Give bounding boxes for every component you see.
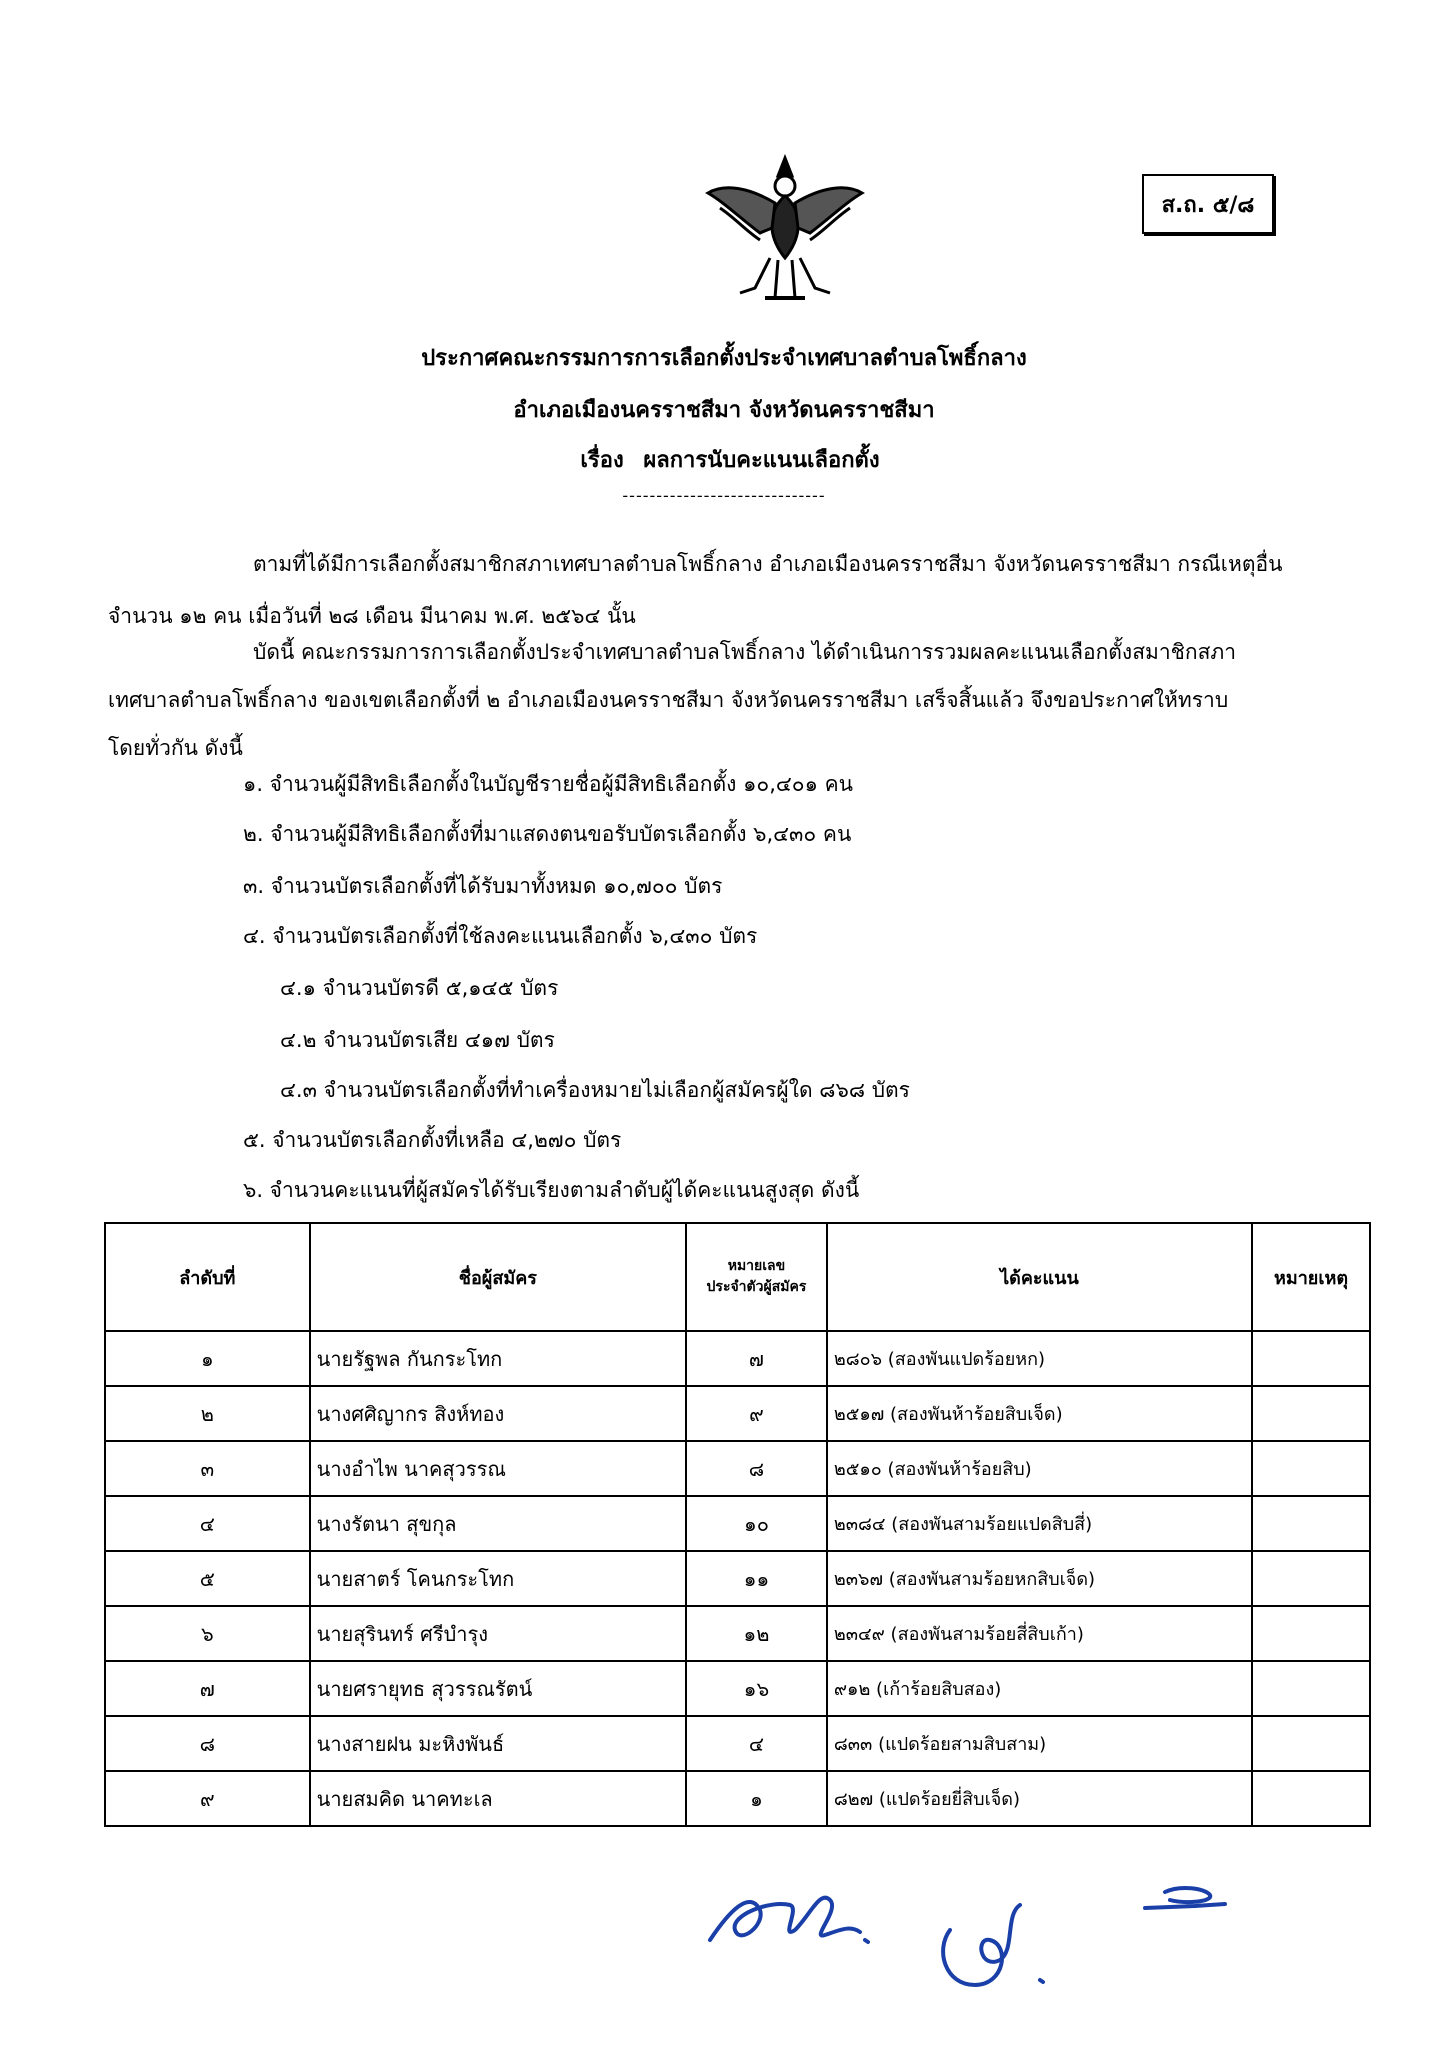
cell-number: ๗ bbox=[686, 1331, 827, 1386]
cell-number: ๑๒ bbox=[686, 1606, 827, 1661]
cell-rank: ๘ bbox=[105, 1716, 310, 1771]
cell-number: ๘ bbox=[686, 1441, 827, 1496]
cell-rank: ๑ bbox=[105, 1331, 310, 1386]
header-number-line1: หมายเลข bbox=[727, 1258, 786, 1274]
cell-score: ๘๒๗ (แปดร้อยยี่สิบเจ็ด) bbox=[827, 1771, 1252, 1826]
table-row bbox=[105, 1551, 1370, 1606]
signature-2 bbox=[930, 1890, 1070, 2000]
announcement-heading-line1: ประกาศคณะกรรมการการเลือกตั้งประจำเทศบาลตำบลโพธิ์กลาง bbox=[421, 346, 1027, 371]
cell-name: นางอำไพ นาคสุวรรณ bbox=[310, 1441, 686, 1496]
list-item: ๑. จำนวนผู้มีสิทธิเลือกตั้งในบัญชีรายชื่อผู้มีสิทธิเลือกตั้ง ๑๐,๔๐๑ คน bbox=[243, 772, 854, 796]
cell-number: ๑๖ bbox=[686, 1661, 827, 1716]
header-score: ได้คะแนน bbox=[827, 1223, 1252, 1331]
table-row bbox=[105, 1661, 1370, 1716]
list-item: ๔.๓ จำนวนบัตรเลือกตั้งที่ทำเครื่องหมายไม่เลือกผู้สมัครผู้ใด ๘๖๘ บัตร bbox=[280, 1078, 910, 1102]
list-item: ๓. จำนวนบัตรเลือกตั้งที่ได้รับมาทั้งหมด ๑๐,๗๐๐ บัตร bbox=[243, 874, 723, 898]
cell-name: นายศรายุทธ สุวรรณรัตน์ bbox=[310, 1661, 686, 1716]
cell-number: ๑๑ bbox=[686, 1551, 827, 1606]
list-item: ๒. จำนวนผู้มีสิทธิเลือกตั้งที่มาแสดงตนขอรับบัตรเลือกตั้ง ๖,๔๓๐ คน bbox=[243, 822, 852, 846]
signature-1 bbox=[700, 1870, 880, 1960]
header-name: ชื่อผู้สมัคร bbox=[310, 1223, 686, 1331]
cell-score: ๒๓๘๔ (สองพันสามร้อยแปดสิบสี่) bbox=[827, 1496, 1252, 1551]
subject-label: เรื่อง bbox=[580, 448, 624, 473]
cell-rank: ๙ bbox=[105, 1771, 310, 1826]
cell-rank: ๔ bbox=[105, 1496, 310, 1551]
table-row bbox=[105, 1496, 1370, 1551]
cell-score: ๒๘๐๖ (สองพันแปดร้อยหก) bbox=[827, 1331, 1252, 1386]
cell-remark bbox=[1252, 1771, 1370, 1826]
document-code-box: ส.ถ. ๕/๘ bbox=[1142, 174, 1274, 234]
cell-name: นางรัตนา สุขกุล bbox=[310, 1496, 686, 1551]
paragraph1-line2: จำนวน ๑๒ คน เมื่อวันที่ ๒๘ เดือน มีนาคม พ.ศ. ๒๕๖๔ นั้น bbox=[108, 604, 636, 628]
cell-remark bbox=[1252, 1661, 1370, 1716]
cell-number: ๑ bbox=[686, 1771, 827, 1826]
cell-score: ๙๑๒ (เก้าร้อยสิบสอง) bbox=[827, 1661, 1252, 1716]
list-item: ๔.๒ จำนวนบัตรเสีย ๔๑๗ บัตร bbox=[280, 1028, 555, 1052]
cell-name: นายสมคิด นาคทะเล bbox=[310, 1771, 686, 1826]
table-row bbox=[105, 1386, 1370, 1441]
list-item: ๔.๑ จำนวนบัตรดี ๕,๑๔๕ บัตร bbox=[280, 976, 559, 1000]
cell-remark bbox=[1252, 1441, 1370, 1496]
cell-rank: ๒ bbox=[105, 1386, 310, 1441]
cell-number: ๑๐ bbox=[686, 1496, 827, 1551]
paragraph2-line2: เทศบาลตำบลโพธิ์กลาง ของเขตเลือกตั้งที่ ๒ อำเภอเมืองนครราชสีมา จังหวัดนครราชสีมา เสร็จสิ้นแล้ว จึงขอประกาศให้ทราบ bbox=[108, 688, 1229, 712]
cell-remark bbox=[1252, 1331, 1370, 1386]
cell-rank: ๗ bbox=[105, 1661, 310, 1716]
cell-rank: ๕ bbox=[105, 1551, 310, 1606]
paragraph2-line1: บัดนี้ คณะกรรมการการเลือกตั้งประจำเทศบาลตำบลโพธิ์กลาง ได้ดำเนินการรวมผลคะแนนเลือกตั้งสมาชิกสภา bbox=[253, 640, 1237, 664]
cell-name: นางศศิญากร สิงห์ทอง bbox=[310, 1386, 686, 1441]
paragraph2-line3: โดยทั่วกัน ดังนี้ bbox=[108, 736, 243, 760]
header-number-line2: ประจำตัวผู้สมัคร bbox=[706, 1279, 807, 1295]
cell-score: ๒๓๔๙ (สองพันสามร้อยสี่สิบเก้า) bbox=[827, 1606, 1252, 1661]
table-row bbox=[105, 1331, 1370, 1386]
cell-score: ๒๓๖๗ (สองพันสามร้อยหกสิบเจ็ด) bbox=[827, 1551, 1252, 1606]
table-row bbox=[105, 1771, 1370, 1826]
cell-number: ๔ bbox=[686, 1716, 827, 1771]
cell-name: นางสายฝน มะหิงพันธ์ bbox=[310, 1716, 686, 1771]
cell-name: นายสาตร์ โคนกระโทก bbox=[310, 1551, 686, 1606]
cell-number: ๙ bbox=[686, 1386, 827, 1441]
list-item: ๖. จำนวนคะแนนที่ผู้สมัครได้รับเรียงตามลำดับผู้ได้คะแนนสูงสุด ดังนี้ bbox=[243, 1178, 860, 1202]
cell-remark bbox=[1252, 1551, 1370, 1606]
cell-remark bbox=[1252, 1606, 1370, 1661]
heading-divider: ------------------------------ bbox=[622, 486, 826, 505]
table-row bbox=[105, 1716, 1370, 1771]
announcement-subject bbox=[0, 442, 1448, 477]
table-row bbox=[105, 1606, 1370, 1661]
header-rank: ลำดับที่ bbox=[105, 1223, 310, 1331]
subject-text: ผลการนับคะแนนเลือกตั้ง bbox=[643, 448, 880, 473]
cell-remark bbox=[1252, 1716, 1370, 1771]
cell-score: ๒๕๑๗ (สองพันห้าร้อยสิบเจ็ด) bbox=[827, 1386, 1252, 1441]
cell-score: ๒๕๑๐ (สองพันห้าร้อยสิบ) bbox=[827, 1441, 1252, 1496]
cell-rank: ๖ bbox=[105, 1606, 310, 1661]
cell-rank: ๓ bbox=[105, 1441, 310, 1496]
signature-3 bbox=[1135, 1880, 1235, 1920]
cell-remark bbox=[1252, 1386, 1370, 1441]
cell-name: นายรัฐพล กันกระโทก bbox=[310, 1331, 686, 1386]
list-item: ๔. จำนวนบัตรเลือกตั้งที่ใช้ลงคะแนนเลือกตั้ง ๖,๔๓๐ บัตร bbox=[243, 924, 758, 948]
garuda-emblem-icon bbox=[700, 148, 870, 308]
table-row bbox=[105, 1441, 1370, 1496]
cell-score: ๘๓๓ (แปดร้อยสามสิบสาม) bbox=[827, 1716, 1252, 1771]
announcement-heading-line2: อำเภอเมืองนครราชสีมา จังหวัดนครราชสีมา bbox=[513, 398, 935, 423]
list-item: ๕. จำนวนบัตรเลือกตั้งที่เหลือ ๔,๒๗๐ บัตร bbox=[243, 1128, 622, 1152]
header-candidate-number bbox=[686, 1223, 827, 1331]
cell-name: นายสุรินทร์ ศรีบำรุง bbox=[310, 1606, 686, 1661]
cell-remark bbox=[1252, 1496, 1370, 1551]
table-header-row bbox=[105, 1223, 1370, 1331]
header-remark: หมายเหตุ bbox=[1252, 1223, 1370, 1331]
results-table bbox=[104, 1222, 1371, 1827]
paragraph1-line1: ตามที่ได้มีการเลือกตั้งสมาชิกสภาเทศบาลตำบลโพธิ์กลาง อำเภอเมืองนครราชสีมา จังหวัดนครราชสีมา กรณีเหตุอื่น bbox=[253, 552, 1283, 576]
